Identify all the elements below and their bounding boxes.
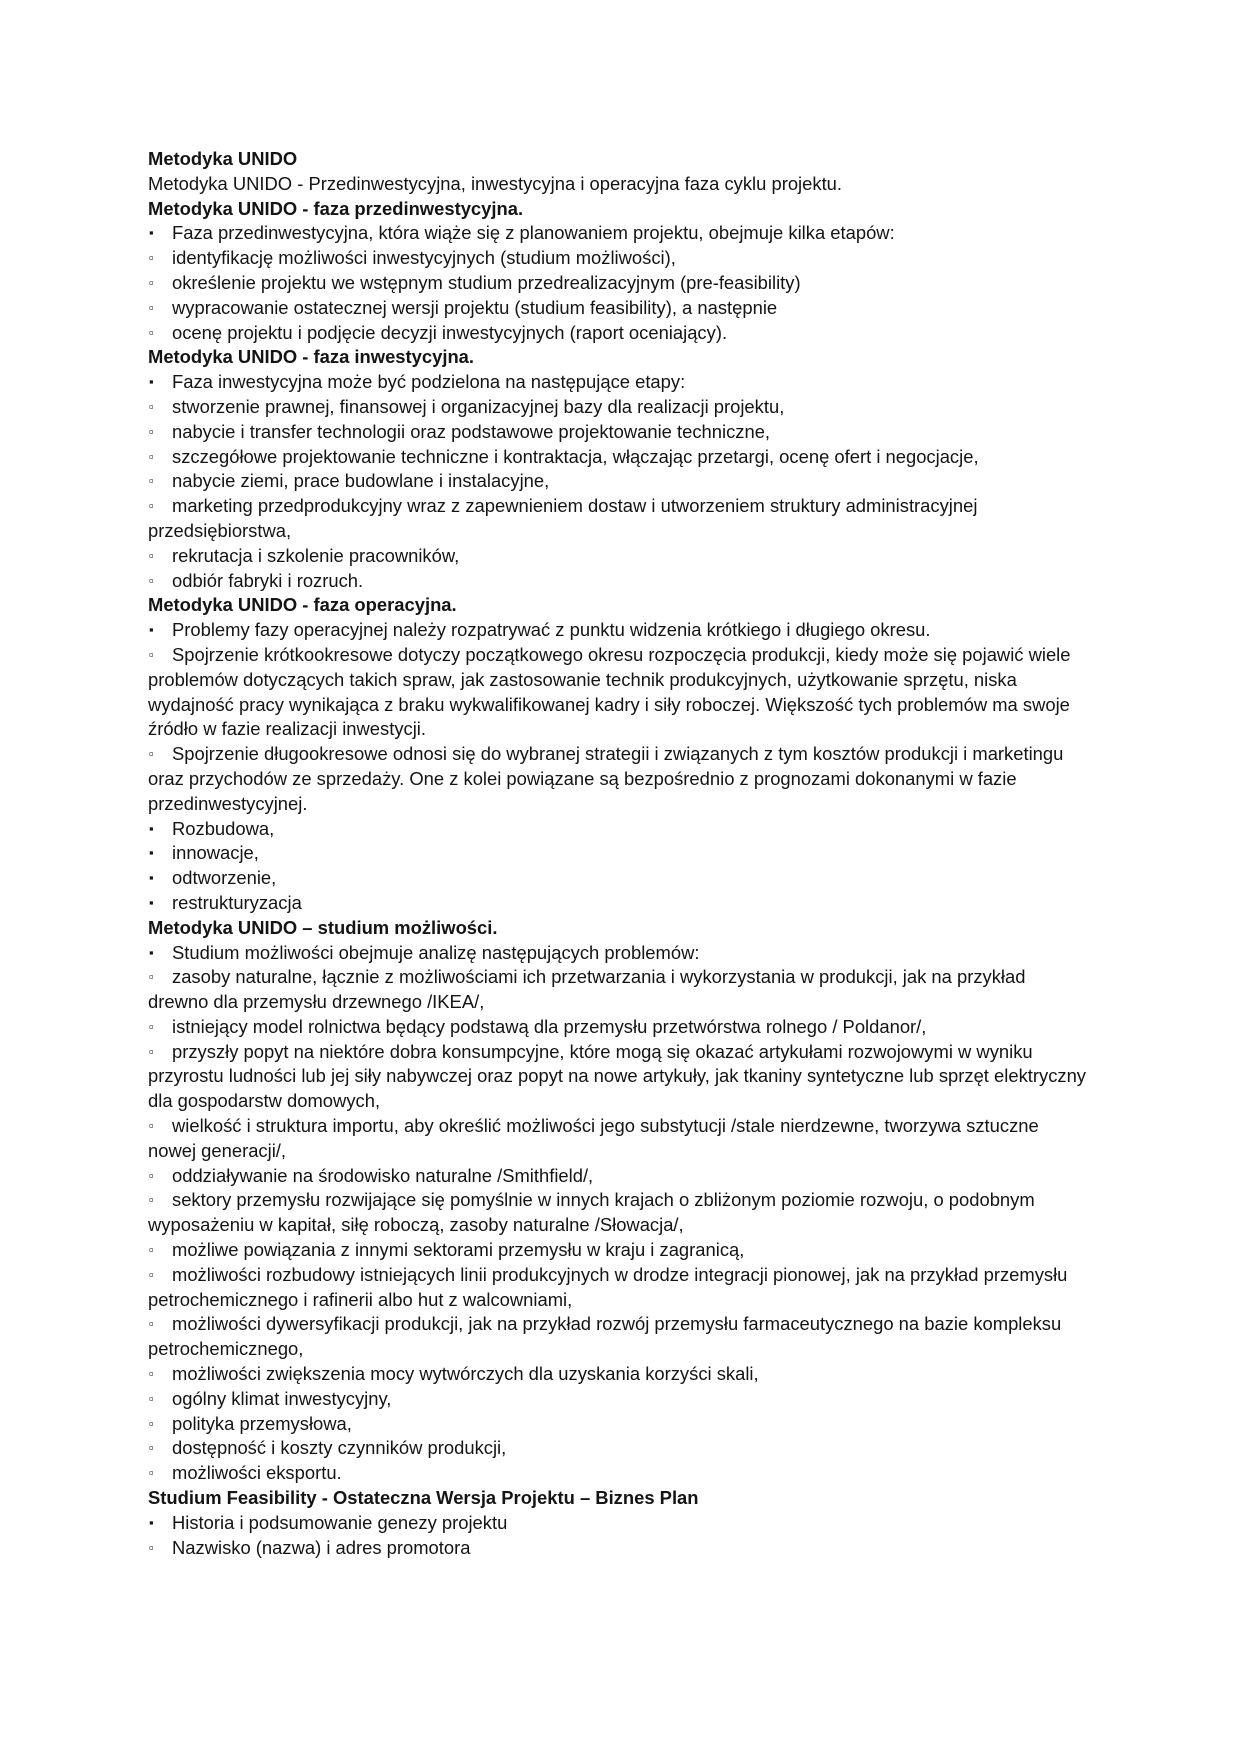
square-bullet-icon: ▪ xyxy=(149,894,154,910)
hollow-square-bullet-icon: ▫ xyxy=(149,1440,154,1456)
list-item xyxy=(148,1461,1088,1486)
list-item-text: możliwości eksportu. xyxy=(172,1462,342,1484)
list-item xyxy=(148,817,1088,842)
list-item-text: ogólny klimat inwestycyjny, xyxy=(172,1387,392,1409)
hollow-square-bullet-icon: ▫ xyxy=(149,448,154,464)
list-item-text: zasoby naturalne, łącznie z możliwościami ich przetwarzania i wykorzystania w produkcji, jak na przykład drewno dla przemysłu drzewnego /IKEA/, xyxy=(148,966,1026,1013)
list-item-text: wielkość i struktura importu, aby określić możliwości jego substytucji /stale nierdzewne, tworzywa sztuczne nowej generacji/, xyxy=(148,1115,1039,1161)
list-item-text: Problemy fazy operacyjnej należy rozpatrywać z punktu widzenia krótkiego i długiego okresu. xyxy=(172,619,931,641)
document-page xyxy=(148,147,1088,1560)
list-item xyxy=(148,246,1088,271)
hollow-square-bullet-icon: ▫ xyxy=(149,274,154,290)
list-item xyxy=(148,469,1088,494)
list-item xyxy=(148,742,1088,816)
list-item-text: Rozbudowa, xyxy=(172,817,275,839)
list-item xyxy=(148,1263,1088,1313)
section-heading: Metodyka UNIDO - faza przedinwestycyjna. xyxy=(148,197,524,219)
hollow-square-bullet-icon: ▫ xyxy=(149,423,154,439)
list-item xyxy=(148,1188,1088,1238)
section-heading: Metodyka UNIDO - faza operacyjna. xyxy=(148,594,457,616)
section-heading: Studium Feasibility - Ostateczna Wersja Projektu – Biznes Plan xyxy=(148,1487,699,1509)
list-item xyxy=(148,965,1088,1015)
list-item-text: nabycie i transfer technologii oraz podstawowe projektowanie techniczne, xyxy=(172,420,771,442)
square-bullet-icon: ▪ xyxy=(149,820,154,836)
list-item-text: nabycie ziemi, prace budowlane i instalacyjne, xyxy=(172,470,550,492)
section-heading: Metodyka UNIDO xyxy=(148,148,298,169)
hollow-square-bullet-icon: ▫ xyxy=(149,1539,154,1555)
list-item-text: restrukturyzacja xyxy=(172,891,302,913)
list-item xyxy=(148,271,1088,296)
list-item xyxy=(148,1362,1088,1387)
list-item-text: Spojrzenie krótkookresowe dotyczy początkowego okresu rozpoczęcia produkcji, kiedy może się pojawić wiele problemów dotyczących takich spraw, jak zastosowanie technik produkcyjnych, użytkowanie sprzętu, niska wydajność pracy wynikająca z braku wykwalifikowanej kadry i siły roboczej. Większość tych problemów ma swoje źródło w fazie realizacji inwestycji. xyxy=(148,643,1071,740)
list-item xyxy=(148,643,1088,742)
list-item xyxy=(148,1387,1088,1412)
list-item-text: Faza inwestycyjna może być podzielona na następujące etapy: xyxy=(172,371,686,393)
list-item xyxy=(148,1164,1088,1189)
list-item-text: innowacje, xyxy=(172,842,259,864)
hollow-square-bullet-icon: ▫ xyxy=(149,473,154,489)
list-item xyxy=(148,1436,1088,1461)
hollow-square-bullet-icon: ▫ xyxy=(149,1192,154,1208)
paragraph: Metodyka UNIDO - Przedinwestycyjna, inwestycyjna i operacyjna faza cyklu projektu. xyxy=(148,172,843,194)
list-item xyxy=(148,1040,1088,1114)
square-bullet-icon: ▪ xyxy=(149,944,154,960)
hollow-square-bullet-icon: ▫ xyxy=(149,646,154,662)
list-item xyxy=(148,1015,1088,1040)
list-item xyxy=(148,494,1088,544)
list-item xyxy=(148,618,1088,643)
list-item xyxy=(148,395,1088,420)
hollow-square-bullet-icon: ▫ xyxy=(149,1266,154,1282)
list-item xyxy=(148,1412,1088,1437)
hollow-square-bullet-icon: ▫ xyxy=(149,498,154,514)
list-item-text: Historia i podsumowanie genezy projektu xyxy=(172,1511,508,1533)
list-item-text: dostępność i koszty czynników produkcji, xyxy=(172,1437,507,1459)
list-item xyxy=(148,321,1088,346)
hollow-square-bullet-icon: ▫ xyxy=(149,547,154,563)
square-bullet-icon: ▪ xyxy=(149,845,154,861)
list-item-text: oddziaływanie na środowisko naturalne /Smithfield/, xyxy=(172,1164,594,1186)
list-item xyxy=(148,841,1088,866)
square-bullet-icon: ▪ xyxy=(149,1514,154,1530)
list-item-text: możliwości rozbudowy istniejących linii produkcyjnych w drodze integracji pionowej, jak na przykład przemysłu petrochemicznego i rafinerii albo hut z walcowniami, xyxy=(148,1263,1068,1310)
list-item-text: Studium możliwości obejmuje analizę następujących problemów: xyxy=(172,941,700,963)
list-item xyxy=(148,891,1088,916)
square-bullet-icon: ▪ xyxy=(149,374,154,390)
square-bullet-icon: ▪ xyxy=(149,225,154,241)
list-item-text: Nazwisko (nazwa) i adres promotora xyxy=(172,1536,471,1558)
list-item xyxy=(148,420,1088,445)
hollow-square-bullet-icon: ▫ xyxy=(149,299,154,315)
list-item-text: identyfikację możliwości inwestycyjnych (studium możliwości), xyxy=(172,247,676,269)
list-item xyxy=(148,569,1088,594)
list-item-text: Spojrzenie długookresowe odnosi się do wybranej strategii i związanych z tym kosztów produkcji i marketingu oraz przychodów ze sprzedaży. One z kolei powiązane są bezpośrednio z prognozami dokonanymi w fazie przedinwestycyjnej. xyxy=(148,743,1064,814)
list-item-text: możliwe powiązania z innymi sektorami przemysłu w kraju i zagranicą, xyxy=(172,1239,745,1261)
section-heading: Metodyka UNIDO – studium możliwości. xyxy=(148,916,498,938)
hollow-square-bullet-icon: ▫ xyxy=(149,1118,154,1134)
list-item xyxy=(148,1114,1088,1164)
list-item xyxy=(148,1511,1088,1536)
list-item-text: możliwości dywersyfikacji produkcji, jak na przykład rozwój przemysłu farmaceutycznego na bazie kompleksu petrochemicznego, xyxy=(148,1313,1062,1360)
square-bullet-icon: ▪ xyxy=(149,870,154,886)
square-bullet-icon: ▪ xyxy=(149,622,154,638)
list-item xyxy=(148,544,1088,569)
list-item-text: określenie projektu we wstępnym studium przedrealizacyjnym (pre-feasibility) xyxy=(172,271,801,293)
list-item-text: istniejący model rolnictwa będący podstawą dla przemysłu przetwórstwa rolnego / Poldanor/, xyxy=(172,1015,927,1037)
list-item xyxy=(148,941,1088,966)
list-item-text: rekrutacja i szkolenie pracowników, xyxy=(172,544,460,566)
hollow-square-bullet-icon: ▫ xyxy=(149,324,154,340)
hollow-square-bullet-icon: ▫ xyxy=(149,746,154,762)
hollow-square-bullet-icon: ▫ xyxy=(149,250,154,266)
list-item-text: ocenę projektu i podjęcie decyzji inwestycyjnych (raport oceniający). xyxy=(172,321,728,343)
list-item xyxy=(148,866,1088,891)
list-item xyxy=(148,296,1088,321)
list-item-text: sektory przemysłu rozwijające się pomyślnie w innych krajach o zbliżonym poziomie rozwoju, o podobnym wyposażeniu w kapitał, siłę roboczą, zasoby naturalne /Słowacja/, xyxy=(148,1189,1035,1236)
list-item-text: możliwości zwiększenia mocy wytwórczych dla uzyskania korzyści skali, xyxy=(172,1363,759,1385)
hollow-square-bullet-icon: ▫ xyxy=(149,969,154,985)
hollow-square-bullet-icon: ▫ xyxy=(149,1242,154,1258)
list-item xyxy=(148,1238,1088,1263)
list-item xyxy=(148,221,1088,246)
list-item-text: marketing przedprodukcyjny wraz z zapewnieniem dostaw i utworzeniem struktury administracyjnej przedsiębiorstwa, xyxy=(148,495,978,541)
hollow-square-bullet-icon: ▫ xyxy=(149,572,154,588)
list-item xyxy=(148,445,1088,470)
list-item-text: stworzenie prawnej, finansowej i organizacyjnej bazy dla realizacji projektu, xyxy=(172,395,785,417)
list-item xyxy=(148,1536,1088,1561)
hollow-square-bullet-icon: ▫ xyxy=(149,1465,154,1481)
hollow-square-bullet-icon: ▫ xyxy=(149,1390,154,1406)
hollow-square-bullet-icon: ▫ xyxy=(149,1316,154,1332)
hollow-square-bullet-icon: ▫ xyxy=(149,1167,154,1183)
list-item-text: Faza przedinwestycyjna, która wiąże się z planowaniem projektu, obejmuje kilka etapów: xyxy=(172,222,895,244)
list-item xyxy=(148,1312,1088,1362)
hollow-square-bullet-icon: ▫ xyxy=(149,1366,154,1382)
list-item-text: odtworzenie, xyxy=(172,867,277,889)
list-item-text: wypracowanie ostatecznej wersji projektu (studium feasibility), a następnie xyxy=(172,296,778,318)
hollow-square-bullet-icon: ▫ xyxy=(149,1018,154,1034)
list-item-text: polityka przemysłowa, xyxy=(172,1412,352,1434)
list-item-text: przyszły popyt na niektóre dobra konsumpcyjne, które mogą się okazać artykułami rozwojowymi w wyniku przyrostu ludności lub jej siły nabywczej oraz popyt na nowe artykuły, jak tkaniny syntetyczne lub sprzęt elektryczny dla gospodarstw domowych, xyxy=(148,1040,1087,1112)
hollow-square-bullet-icon: ▫ xyxy=(149,1415,154,1431)
hollow-square-bullet-icon: ▫ xyxy=(149,398,154,414)
list-item xyxy=(148,370,1088,395)
list-item-text: szczegółowe projektowanie techniczne i kontraktacja, włączając przetargi, ocenę ofert i negocjacje, xyxy=(172,445,979,467)
section-heading: Metodyka UNIDO - faza inwestycyjna. xyxy=(148,346,475,368)
list-item-text: odbiór fabryki i rozruch. xyxy=(172,569,364,591)
hollow-square-bullet-icon: ▫ xyxy=(149,1043,154,1059)
